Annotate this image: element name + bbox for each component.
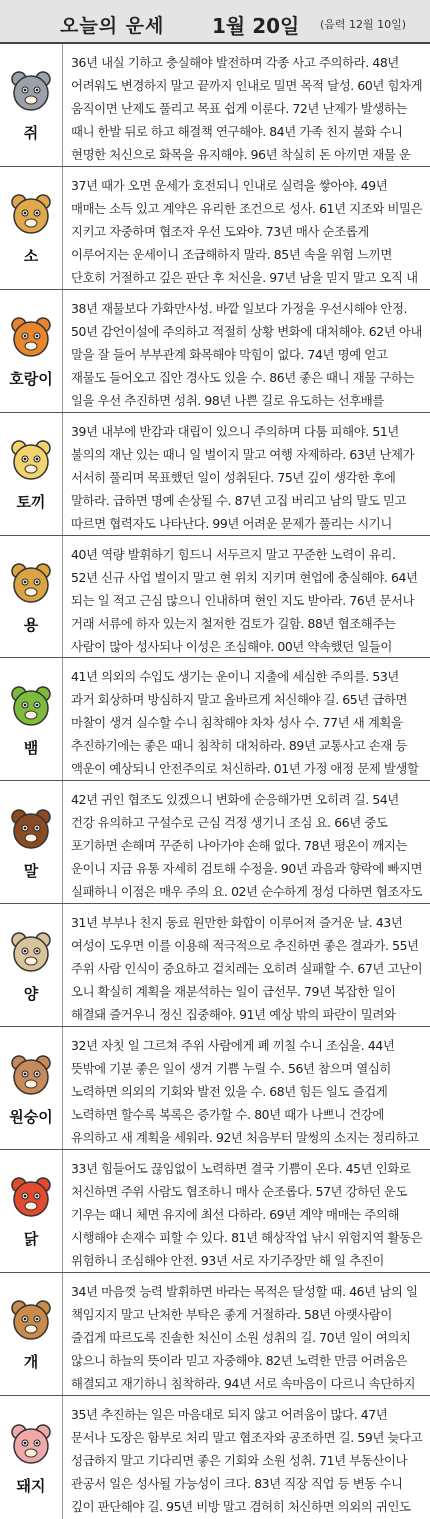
zodiac-row — [0, 536, 430, 659]
zodiac-name: 말 — [23, 861, 39, 880]
zodiac-row — [0, 1150, 430, 1273]
sheep-icon — [6, 927, 56, 977]
snake-icon — [6, 681, 56, 731]
rat-icon — [6, 66, 56, 116]
fortune-text: 41년 의외의 수입도 생기는 운이니 지출에 세심한 주의를. 53년 과거 회상하며 방심하지 말고 올바르게 처신해야 길. 65년 급하면 마찰이 생겨 실수할 수니 침착해야 차차 성사 수. 77년 새 계획을 추진하기에는 좋은 때니 침착히 대처하라. 89년 교통사고 손재 등 액운이 예상되니 안전주의로 처신하라. 01년 가정 애정 문제 발생할 — [71, 669, 419, 777]
zodiac-row — [0, 44, 430, 167]
zodiac-row — [0, 167, 430, 290]
zodiac-row — [0, 290, 430, 413]
pig-icon — [6, 1419, 56, 1469]
zodiac-cell — [0, 1273, 63, 1395]
dragon-icon — [6, 558, 56, 608]
zodiac-cell — [0, 44, 63, 166]
fortune-text: 33년 힘들어도 끊임없이 노력하면 결국 기쁨이 온다. 45년 인화로 처신하면 주위 사람도 협조하니 매사 순조롭다. 57년 강하던 운도 기우는 때니 체면 유지에 최선 다하라. 69년 계약 매매는 주의해 시행해야 손재수 피할 수 있다. 81년 해상작업 낚시 위험지역 활동은 위험하니 조심해야 안전. 93년 서로 자기주장만 해 일 추진이 — [71, 1161, 423, 1269]
fortune-text: 34년 마음껏 능력 발휘하면 바라는 목적은 달성할 때. 46년 남의 일 책임지지 말고 난처한 부탁은 좋게 거절하라. 58년 아랫사람이 즐겁게 따르도록 진솔한 처신이 소원 성취의 길. 70년 일이 여의치 않으니 하늘의 뜻이라 믿고 자중해야. 82년 노력한 만큼 어려움은 해결되고 재기하니 침착하라. 94년 서로 속마음이 다르니 속단하지 — [71, 1283, 418, 1391]
fortune-text: 39년 내부에 반감과 대립이 있으니 주의하며 다툼 피해야. 51년 불의의 재난 있는 때니 일 벌이지 말고 여행 자제하라. 63년 난제가 서서히 풀리며 목표했던 일이 성취된다. 75년 깊이 생각한 후에 말하라. 급하면 명예 손상될 수. 87년 고집 버리고 남의 말도 믿고 따르면 협력자도 나타난다. 99년 어려운 문제가 풀리는 시기니 — [71, 423, 415, 531]
zodiac-cell — [0, 536, 63, 658]
zodiac-name: 쥐 — [23, 124, 39, 143]
fortune-text: 38년 재물보다 가화만사성. 바깥 일보다 가정을 우선시해야 안정. 50년 감언이설에 주의하고 적절히 상황 변화에 대처해야. 62년 아내 말을 잘 들어 부부관계 화목해야 막힘이 없다. 74년 명예 얻고 재물도 들어오고 집안 경사도 있을 수. 86년 좋은 때니 재물 구하는 일을 우선 추진하면 성취. 98년 나쁜 길로 유도하는 선후배를 — [71, 300, 423, 408]
zodiac-cell — [0, 1150, 63, 1272]
rabbit-icon — [6, 435, 56, 485]
zodiac-row — [0, 1273, 430, 1396]
zodiac-name: 개 — [23, 1353, 39, 1372]
zodiac-row — [0, 658, 430, 781]
zodiac-cell — [0, 1027, 63, 1149]
dog-icon — [6, 1295, 56, 1345]
fortune-header — [0, 0, 430, 44]
zodiac-cell — [0, 1396, 63, 1519]
zodiac-name: 토끼 — [16, 493, 46, 512]
fortune-text: 40년 역량 발휘하기 힘드니 서두르지 말고 꾸준한 노력이 유리. 52년 신규 사업 벌이지 말고 현 위치 지키며 현업에 충실해야. 64년 되는 일 적고 근심 많으니 인내하며 현인 지도 받아라. 76년 문서나 거래 서류에 하자 있는지 철저한 검토가 길함. 88년 협조해주는 사람이 많아 성사되나 이성은 조심해야. 00년 약속했던 일들이 — [71, 546, 418, 654]
zodiac-name: 용 — [23, 616, 39, 634]
zodiac-name: 양 — [23, 984, 39, 1003]
ox-icon — [6, 189, 56, 239]
zodiac-row — [0, 1027, 430, 1150]
zodiac-cell — [0, 290, 63, 412]
zodiac-row — [0, 413, 430, 536]
zodiac-name: 뱀 — [23, 738, 39, 757]
zodiac-name: 호랑이 — [9, 370, 53, 389]
zodiac-name: 닭 — [23, 1230, 39, 1249]
zodiac-cell — [0, 413, 63, 535]
fortune-text: 32년 자칫 일 그르쳐 주위 사람에게 폐 끼칠 수니 조심을. 44년 뜻밖에 기분 좋은 일이 생겨 기쁨 누릴 수. 56년 참으며 열심히 노력하면 의외의 기회와 발전 있을 수. 68년 힘든 일도 즐겁게 노력하면 할수록 복록은 증가할 수. 80년 때가 나쁘니 건강에 유의하고 새 계획을 세워라. 92년 처음부터 말썽의 소지는 정리하고 — [71, 1038, 419, 1146]
page-title: 오늘의 운세 — [60, 15, 165, 37]
fortune-text: 35년 추진하는 일은 마음대로 되지 않고 어려움이 많다. 47년 문서나 도장은 함부로 처리 말고 협조자와 공조하면 길. 59년 늦다고 성급하지 말고 기다리면 좋은 기회와 소원 성취. 71년 부동산이나 관공서 일은 성사될 가능성이 크다. 83년 직장 직업 등 변동 수니 깊이 판단해야 길. 95년 비방 말고 겸허히 처신하면 의외의 귀인도 — [71, 1406, 423, 1514]
zodiac-cell — [0, 904, 63, 1026]
fortune-text: 31년 부부나 친지 동료 원만한 화합이 이루어져 즐거운 날. 43년 여성이 도우면 이를 이용해 적극적으로 추진하면 좋은 결과가. 55년 주위 사람 인식이 중요하고 겉치레는 오히려 실패할 수. 67년 고난이 오니 확실히 계획을 재분석하는 일이 급선무. 79년 복잡한 일이 해결돼 즐거우니 정신 집중해야. 91년 예상 밖의 파란이 밀려와 — [71, 915, 423, 1023]
zodiac-name: 소 — [23, 247, 39, 266]
monkey-icon — [6, 1050, 56, 1100]
zodiac-fortune-list — [0, 44, 430, 1519]
date-label: 1월 20일 — [212, 14, 300, 38]
zodiac-cell — [0, 658, 63, 780]
rooster-icon — [6, 1172, 56, 1222]
fortune-text: 36년 내실 기하고 충실해야 발전하며 각종 사고 주의하라. 48년 어려워도 변경하지 말고 끝까지 인내로 밀면 목적 달성. 60년 힘차게 움직이면 난제도 풀리고 목표 쉽게 이룬다. 72년 난제가 발생하는 때니 한발 뒤로 하고 해결책 연구해야. 84년 가족 친지 불화 수니 현명한 처신으로 화목을 유지해야. 96년 착실히 돈 아끼면 재물 운 — [71, 55, 423, 162]
zodiac-cell — [0, 781, 63, 903]
zodiac-name: 원숭이 — [9, 1107, 53, 1126]
horse-icon — [6, 804, 56, 854]
lunar-date-label: (음력 12월 10일) — [320, 18, 407, 31]
fortune-text: 42년 귀인 협조도 있겠으니 변화에 순응해가면 오히려 길. 54년 건강 유의하고 구설수로 근심 걱정 생기니 조심 요. 66년 중도 포기하면 손해며 꾸준히 나아가야 손해 없다. 78년 평온이 깨지는 운이니 지금 유통 자세히 검토해 수정을. 90년 과음과 향락에 빠지면 실패하니 이점은 매우 주의 요. 02년 순수하게 정성 다하면 협조자도 — [71, 792, 423, 900]
zodiac-row — [0, 781, 430, 904]
zodiac-cell — [0, 167, 63, 289]
fortune-text: 37년 때가 오면 운세가 호전되니 인내로 실력을 쌓아야. 49년 매매는 소득 있고 계약은 유리한 조건으로 성사. 61년 지조와 비밀은 지키고 자중하며 협조자 우선 도와야. 73년 매사 순조롭게 이루어지는 운세이니 조급해하지 말라. 85년 속을 위험 느끼면 단호히 거절하고 깊은 판단 후 처신을. 97년 남을 믿지 말고 오직 내 — [71, 177, 423, 285]
tiger-icon — [6, 312, 56, 362]
zodiac-row — [0, 904, 430, 1027]
zodiac-name: 돼지 — [16, 1476, 46, 1495]
zodiac-row — [0, 1396, 430, 1519]
